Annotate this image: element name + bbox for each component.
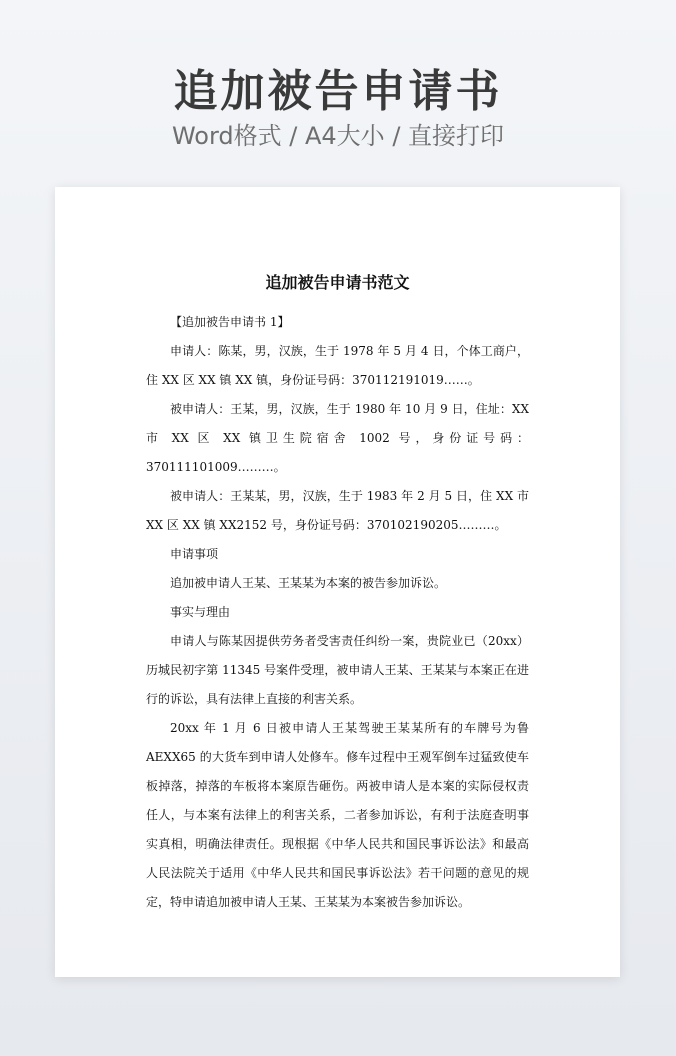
page-subtitle: Word格式 / A4大小 / 直接打印 (171, 122, 505, 150)
applicant-paragraph: 申请人：陈某，男，汉族，生于 1978 年 5 月 4 日，个体工商户，住 XX 区 XX 镇 XX 镇，身份证号码：370112191019……。 (146, 344, 529, 387)
document-page (55, 187, 620, 977)
heading-application-items: 申请事项 (170, 547, 219, 561)
document-body (146, 308, 529, 917)
application-items-paragraph: 追加被申请人王某、王某某为本案的被告参加诉讼。 (170, 576, 447, 590)
document-title: 追加被告申请书范文 (265, 273, 410, 292)
facts-paragraph-1: 申请人与陈某因提供劳务者受害责任纠纷一案，贵院业已（20xx）历城民初字第 11345 号案件受理，被申请人王某、王某某与本案正在进行的诉讼，具有法律上直接的利害关系。 (146, 634, 529, 706)
heading-facts-reasons: 事实与理由 (170, 605, 231, 619)
section-label: 【追加被告申请书 1】 (170, 315, 290, 329)
respondent-2-paragraph: 被申请人：王某某，男，汉族，生于 1983 年 2 月 5 日，住 XX 市 XX 区 XX 镇 XX2152 号，身份证号码：370102190205………。 (146, 489, 529, 532)
respondent-1-paragraph: 被申请人：王某，男，汉族，生于 1980 年 10 月 9 日，住址：XX 市 XX 区 XX 镇卫生院宿舍 1002 号，身份证号码：370111101009………。 (146, 402, 529, 474)
facts-paragraph-2: 20xx 年 1 月 6 日被申请人王某驾驶王某某所有的车牌号为鲁 AEXX65 的大货车到申请人处修车。修车过程中王观军倒车过猛致使车板掉落，掉落的车板将本案原告砸伤。两被申请人是本案的实际侵权责任人，与本案有法律上的利害关系，二者参加诉讼，有利于法庭查明事实真相，明确法律责任。现根据《中华人民共和国民事诉讼法》和最高人民法院关于适用《中华人民共和国民事诉讼法》若干问题的意见的规定，特申请追加被申请人王某、王某某为本案被告参加诉讼。 (146, 721, 529, 909)
page-title: 追加被告申请书 (173, 66, 503, 117)
